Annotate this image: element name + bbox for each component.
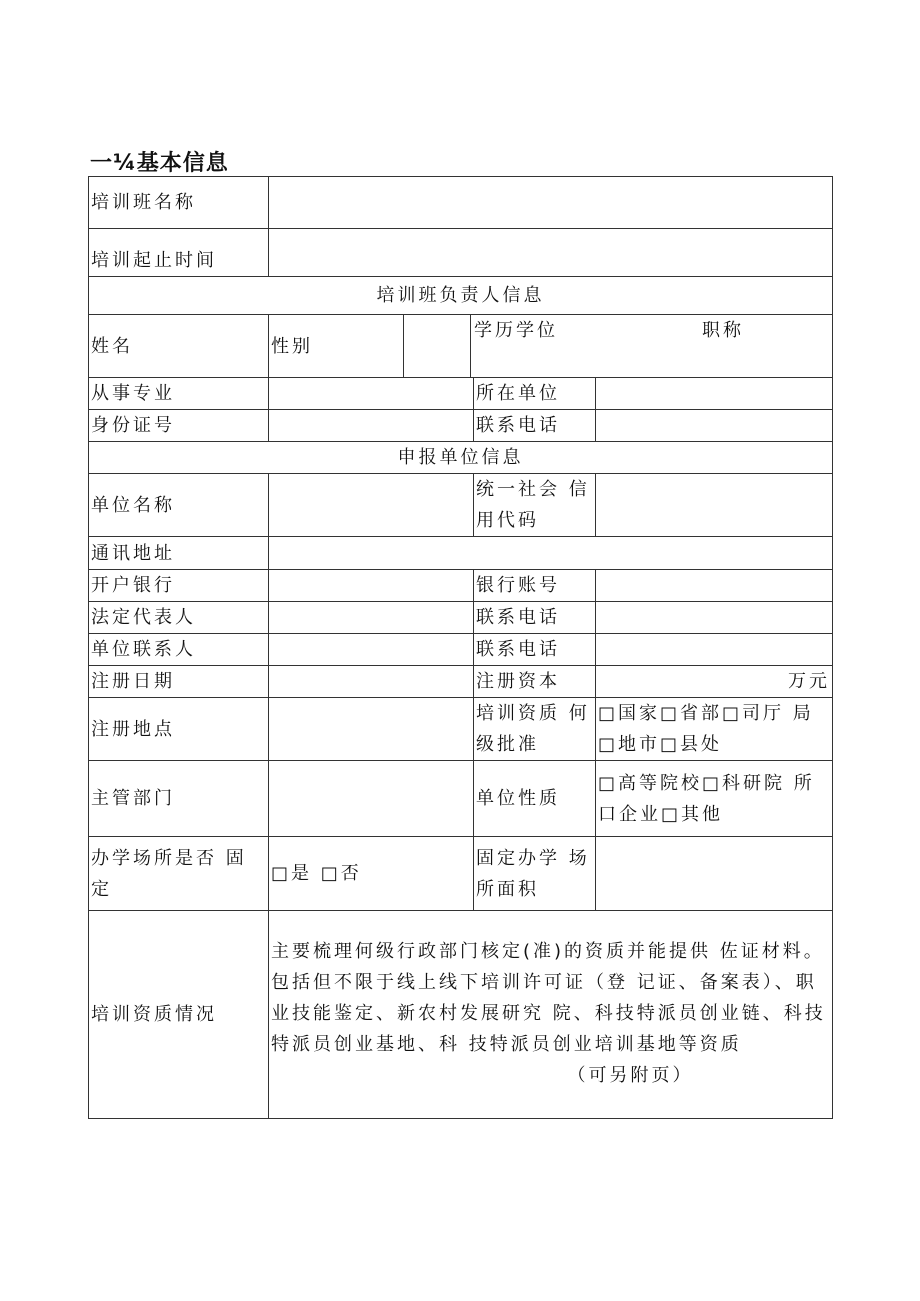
id-label: 身份证号 — [89, 410, 269, 442]
credit-code-field[interactable] — [596, 474, 833, 537]
address-label: 通讯地址 — [89, 537, 269, 570]
contact-field[interactable] — [269, 634, 474, 666]
page-title: 一¼基本信息 — [90, 151, 229, 176]
unit-nature-options[interactable] — [596, 761, 833, 837]
gender-field[interactable] — [404, 315, 471, 377]
reg-capital-unit: 万元 — [788, 671, 830, 692]
title-label: 职称 — [702, 320, 744, 341]
reg-date-label: 注册日期 — [89, 666, 269, 698]
phone-label: 联系电话 — [474, 410, 596, 442]
fixed-site-options[interactable]: □是 □否 — [269, 837, 474, 911]
name-label: 姓名 — [89, 315, 269, 378]
qualification-label: 培训资质情况 — [89, 911, 269, 1119]
unit-nature-options-line-2[interactable]: 口企业□其他 — [598, 803, 724, 825]
reg-date-field[interactable] — [269, 666, 474, 698]
basic-info-table — [88, 176, 833, 1119]
qualification-note: （可另附页） — [567, 1065, 694, 1086]
contact-label: 单位联系人 — [89, 634, 269, 666]
bank-field[interactable] — [269, 570, 474, 602]
training-name-field[interactable] — [269, 177, 833, 229]
credit-code-label: 统一社会 信用代码 — [474, 474, 596, 537]
unit-name-label: 单位名称 — [89, 474, 269, 537]
major-label: 从事专业 — [89, 378, 269, 410]
reg-place-field[interactable] — [269, 698, 474, 761]
qual-level-options-line-1[interactable]: □国家□省部□司厅 局 — [598, 703, 814, 724]
qual-level-options[interactable] — [596, 698, 833, 761]
legal-phone-field[interactable] — [596, 602, 833, 634]
id-field[interactable] — [269, 410, 474, 442]
degree-label: 学历学位 — [474, 320, 558, 341]
legal-phone-label: 联系电话 — [474, 602, 596, 634]
reg-capital-field[interactable] — [596, 666, 833, 698]
authority-field[interactable] — [269, 761, 474, 837]
account-label: 银行账号 — [474, 570, 596, 602]
gender-label: 性别 — [269, 315, 404, 378]
qualification-description: 主要梳理何级行政部门核定(准)的资质并能提供 佐证材料。包括但不限于线上线下培训许可证（登 记证、备案表）、职业技能鉴定、新农村发展研究 院、科技特派员创业链、科技特派员创业基地、科 技特派员创业培训基地等资质 — [271, 941, 826, 1055]
reg-place-label: 注册地点 — [89, 698, 269, 761]
legal-rep-field[interactable] — [269, 602, 474, 634]
major-field[interactable] — [269, 378, 474, 410]
authority-label: 主管部门 — [89, 761, 269, 837]
fixed-site-label: 办学场所是否 固定 — [89, 837, 269, 911]
site-area-field[interactable] — [596, 837, 833, 911]
address-field[interactable] — [269, 537, 833, 570]
bank-label: 开户银行 — [89, 570, 269, 602]
account-field[interactable] — [596, 570, 833, 602]
qualification-description-cell[interactable] — [269, 911, 833, 1119]
contact-phone-field[interactable] — [596, 634, 833, 666]
training-period-label: 培训起止时间 — [89, 229, 269, 277]
qual-level-label: 培训资质 何级批准 — [474, 698, 596, 761]
unit-nature-options-line-1[interactable]: □高等院校□科研院 所 — [598, 772, 815, 794]
unit-name-field[interactable] — [269, 474, 474, 537]
contact-phone-label: 联系电话 — [474, 634, 596, 666]
training-period-field[interactable] — [269, 229, 833, 277]
training-name-label: 培训班名称 — [89, 177, 269, 229]
workplace-field[interactable] — [596, 378, 833, 410]
unit-nature-label: 单位性质 — [474, 761, 596, 837]
workplace-label: 所在单位 — [474, 378, 596, 410]
degree-title-cell — [404, 315, 833, 378]
reg-capital-label: 注册资本 — [474, 666, 596, 698]
unit-section-title: 申报单位信息 — [89, 442, 833, 474]
qual-level-options-line-2[interactable]: □地市□县处 — [598, 734, 723, 755]
legal-rep-label: 法定代表人 — [89, 602, 269, 634]
leader-section-title: 培训班负责人信息 — [89, 277, 833, 315]
site-area-label: 固定办学 场所面积 — [474, 837, 596, 911]
phone-field[interactable] — [596, 410, 833, 442]
